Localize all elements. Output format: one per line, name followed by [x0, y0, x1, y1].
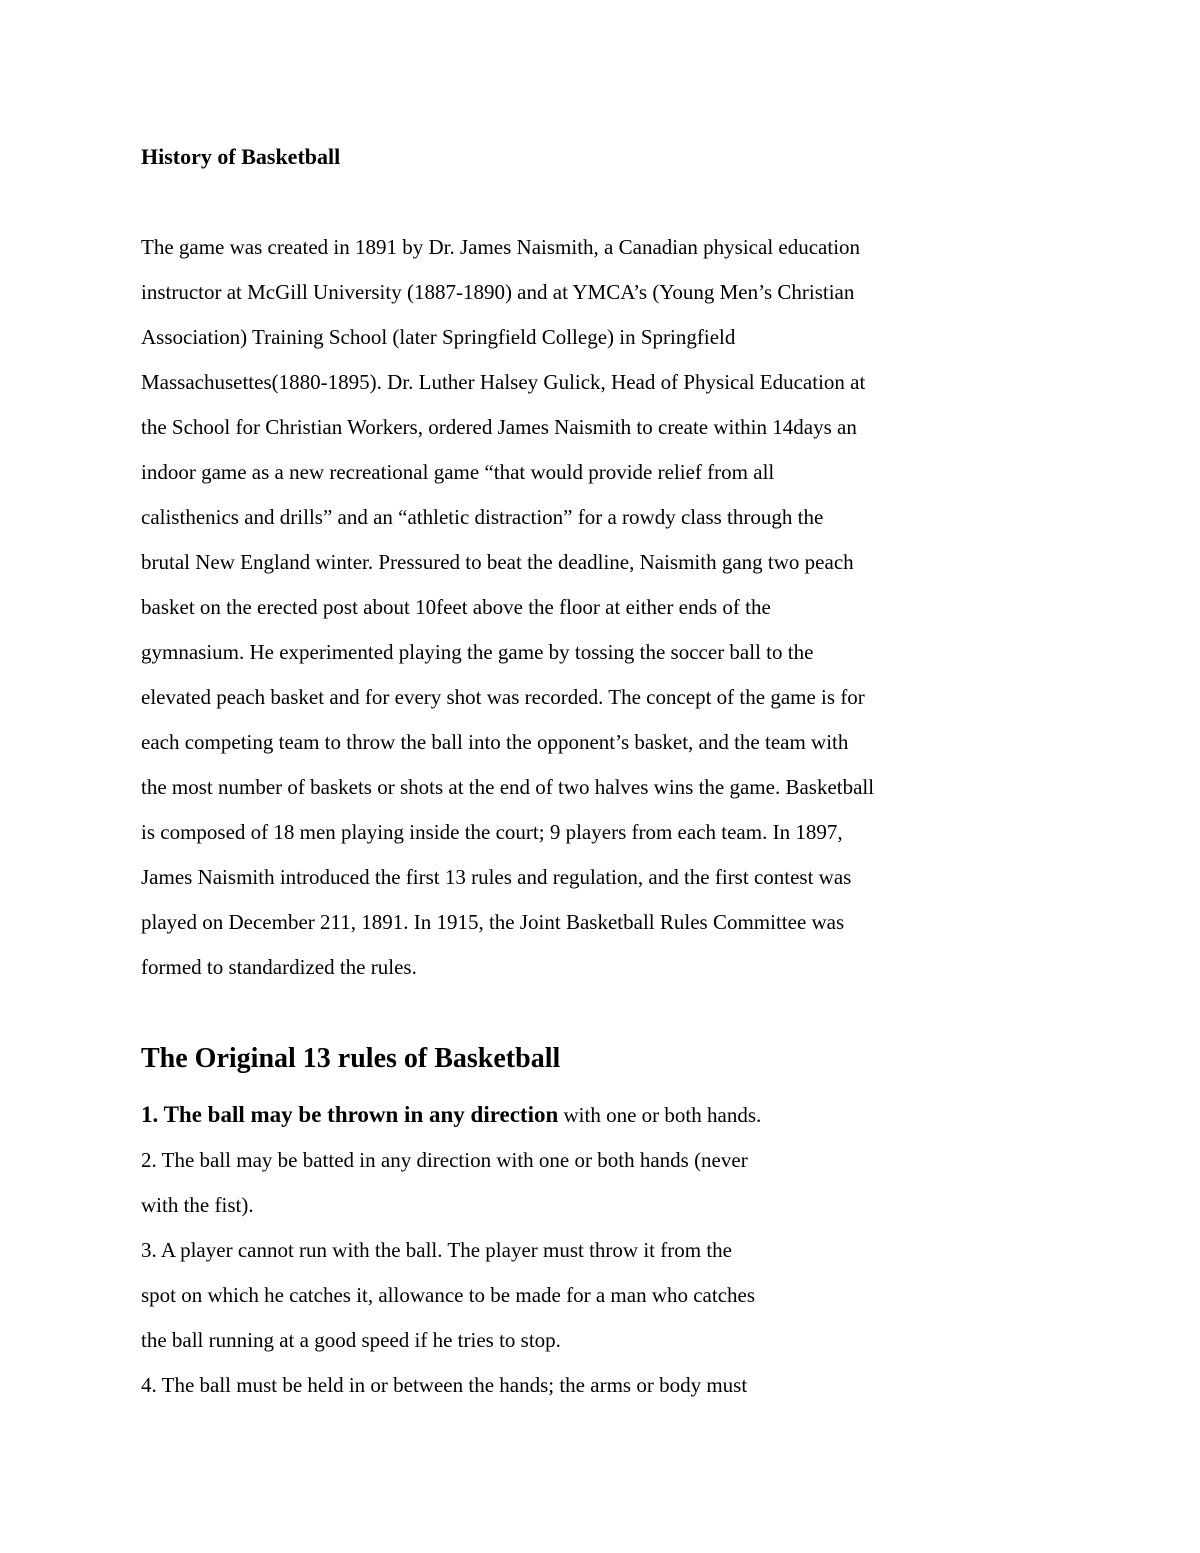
paragraph-line: is composed of 18 men playing inside the court; 9 players from each team. In 1897, — [141, 820, 843, 844]
paragraph-line: Massachusettes(1880-1895). Dr. Luther Halsey Gulick, Head of Physical Education at — [141, 370, 866, 394]
rules-list — [141, 1099, 1001, 1414]
paragraph-line: gymnasium. He experimented playing the game by tossing the soccer ball to the — [141, 640, 814, 664]
rule-line: the ball running at a good speed if he tries to stop. — [141, 1328, 561, 1352]
paragraph-line: basket on the erected post about 10feet above the floor at either ends of the — [141, 595, 771, 619]
paragraph-line: instructor at McGill University (1887-1890) and at YMCA’s (Young Men’s Christian — [141, 280, 855, 304]
paragraph-line: the School for Christian Workers, ordered James Naismith to create within 14days an — [141, 415, 857, 439]
rule-item — [141, 1099, 1001, 1144]
paragraph-line: calisthenics and drills” and an “athletic distraction” for a rowdy class through the — [141, 505, 824, 529]
paragraph-line: brutal New England winter. Pressured to beat the deadline, Naismith gang two peach — [141, 550, 854, 574]
paragraph-line: formed to standardized the rules. — [141, 955, 417, 979]
paragraph-line: played on December 211, 1891. In 1915, the Joint Basketball Rules Committee was — [141, 910, 845, 934]
rule-lead-text: 1. The ball may be thrown in any direction — [141, 1102, 559, 1127]
rule-line: 4. The ball must be held in or between the hands; the arms or body must — [141, 1373, 748, 1397]
rule-line: spot on which he catches it, allowance to be made for a man who catches — [141, 1283, 756, 1307]
paragraph-line: the most number of baskets or shots at the end of two halves wins the game. Basketball — [141, 775, 875, 799]
rule-line: 2. The ball may be batted in any direction with one or both hands (never — [141, 1148, 748, 1172]
paragraph-line: The game was created in 1891 by Dr. James Naismith, a Canadian physical education — [141, 235, 861, 259]
page-title: History of Basketball — [141, 144, 341, 169]
rules-heading: The Original 13 rules of Basketball — [141, 1043, 561, 1074]
history-paragraph — [141, 232, 1001, 997]
rule-line: with the fist). — [141, 1193, 254, 1217]
rule-line: 3. A player cannot run with the ball. The player must throw it from the — [141, 1238, 732, 1262]
paragraph-line: James Naismith introduced the first 13 rules and regulation, and the first contest was — [141, 865, 852, 889]
paragraph-line: elevated peach basket and for every shot was recorded. The concept of the game is for — [141, 685, 865, 709]
rule-text: with one or both hands. — [558, 1103, 762, 1127]
paragraph-line: each competing team to throw the ball into the opponent’s basket, and the team with — [141, 730, 849, 754]
paragraph-line: Association) Training School (later Springfield College) in Springfield — [141, 325, 736, 349]
paragraph-line: indoor game as a new recreational game “that would provide relief from all — [141, 460, 775, 484]
